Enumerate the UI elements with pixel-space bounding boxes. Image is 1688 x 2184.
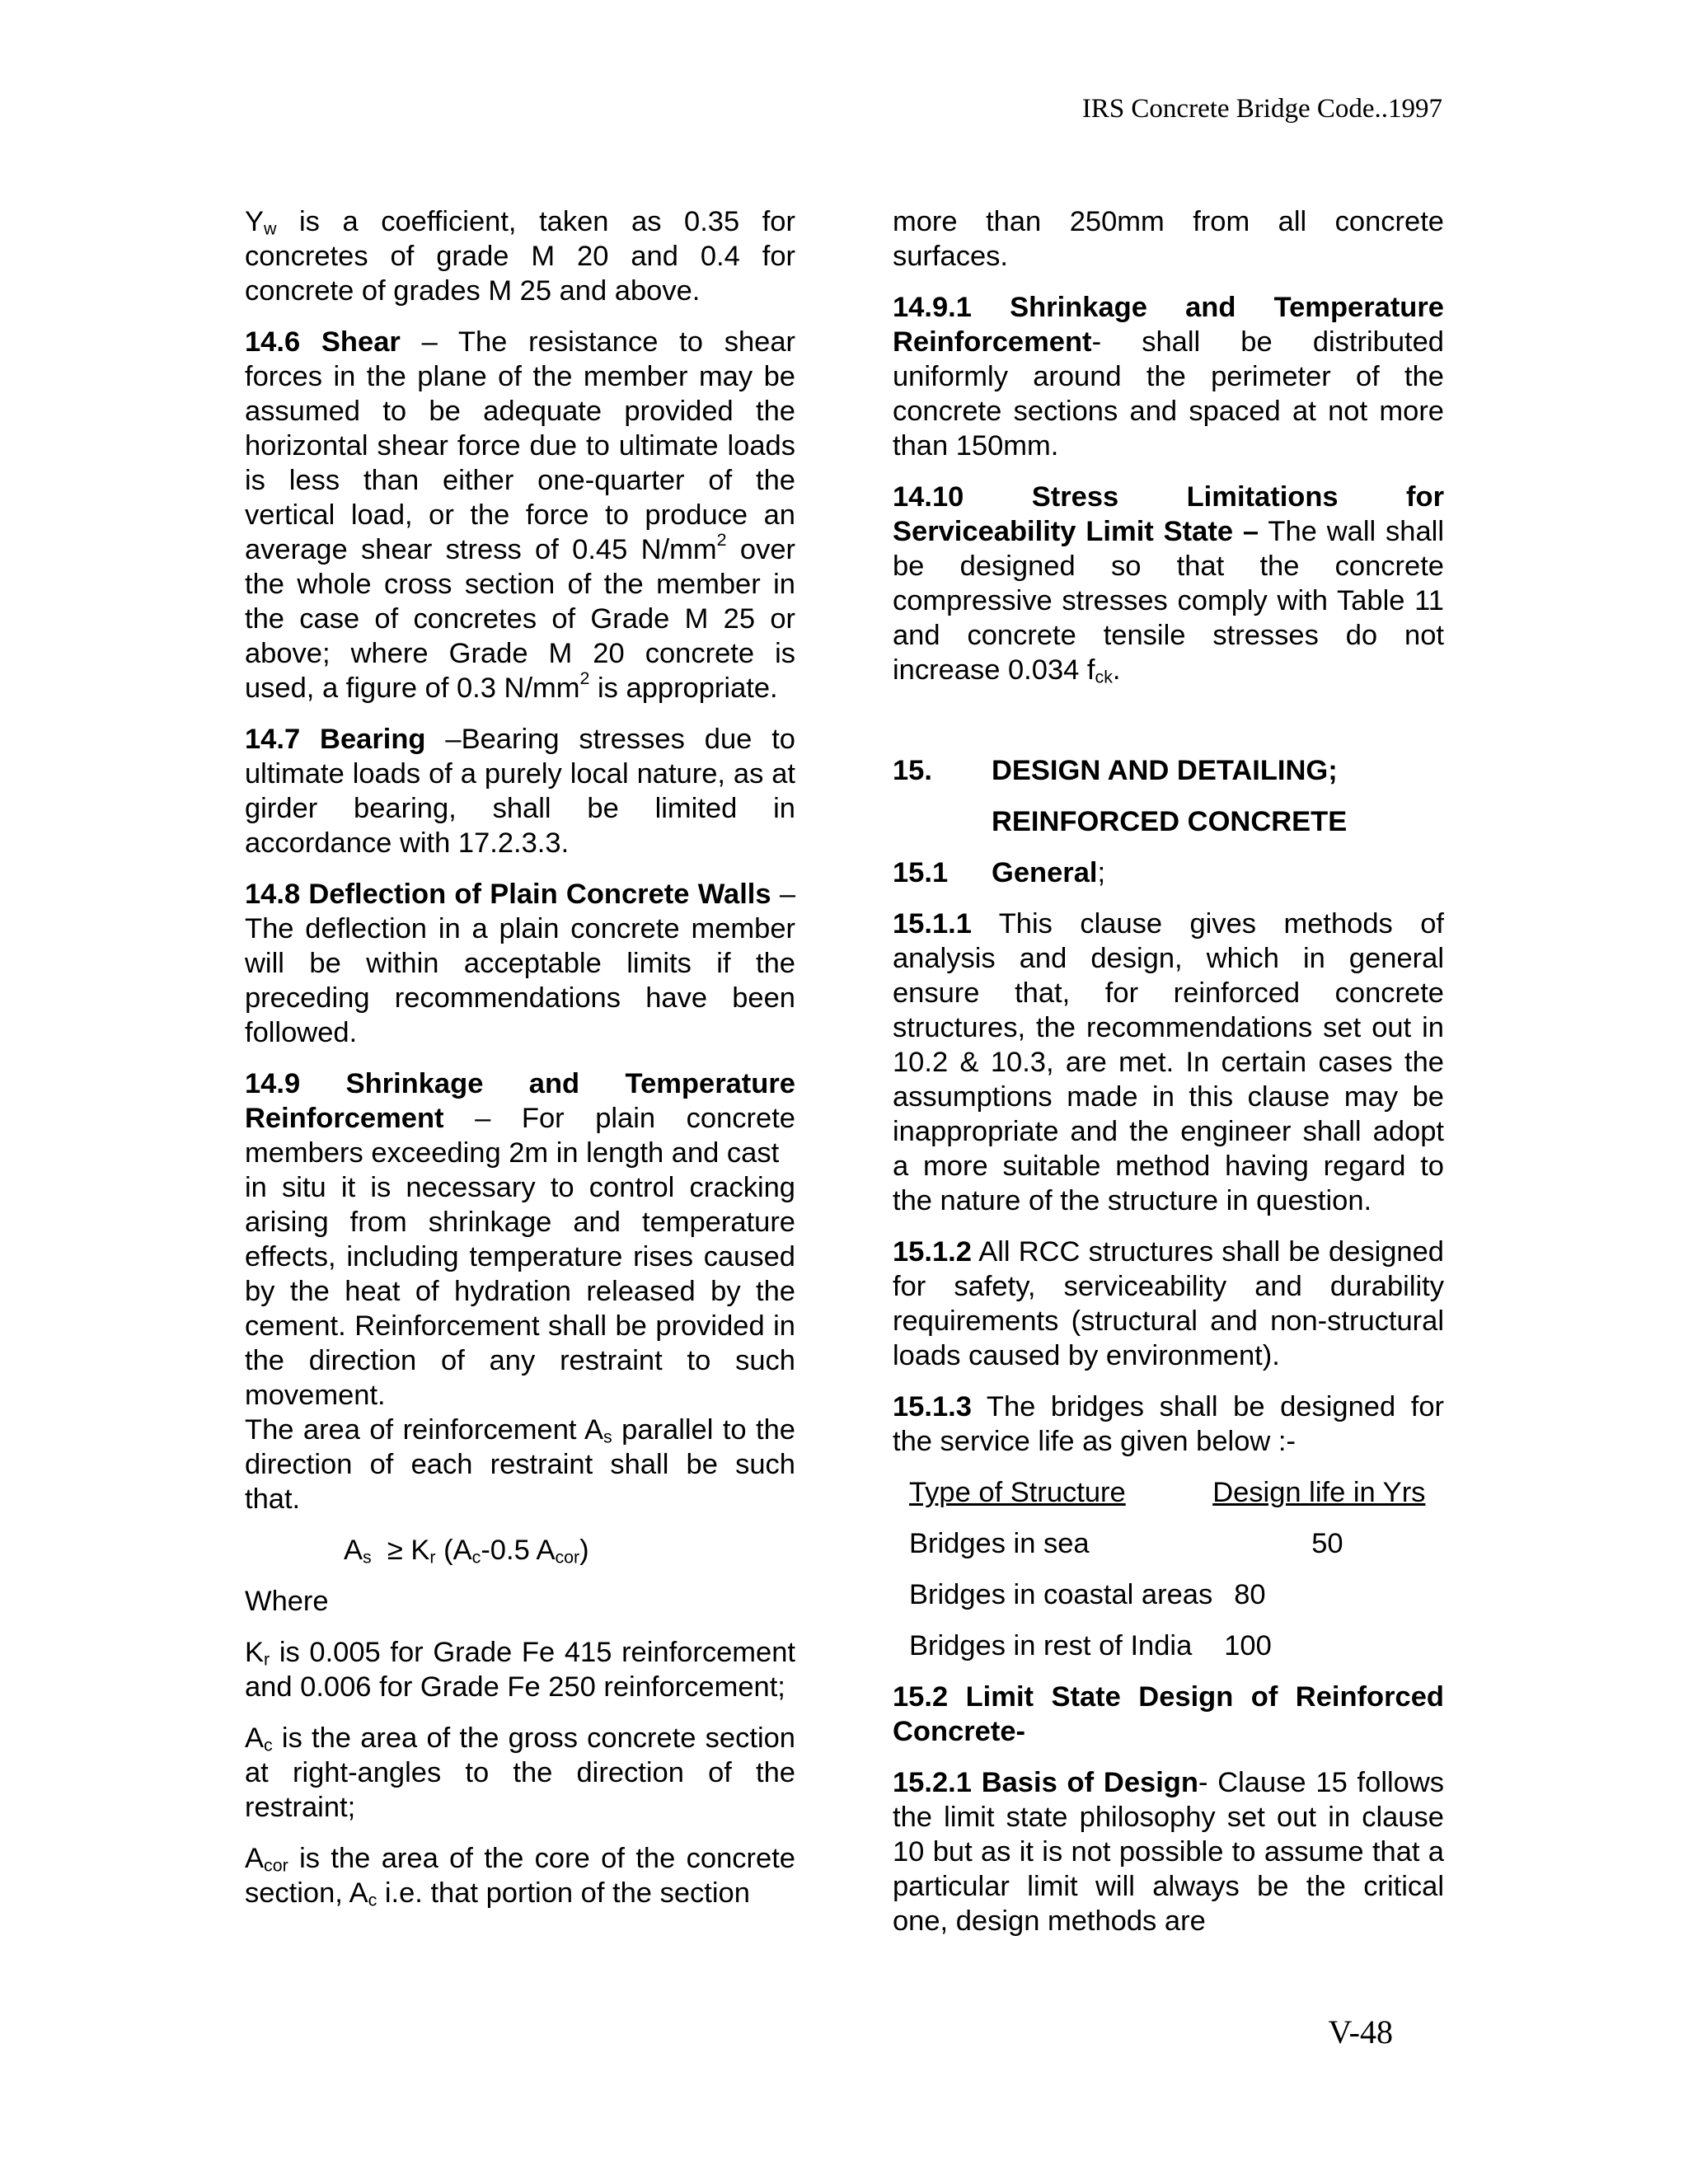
section-heading: 14.9 Shrinkage and Temperature Reinforcement xyxy=(245,1068,795,1134)
table-header-life: Design life in Yrs xyxy=(1212,1477,1426,1508)
section-14-9-1: 14.9.1 Shrinkage and Temperature Reinforcement- shall be distributed uniformly around the perimeter of the concrete sections and spaced at not more than 150mm. xyxy=(893,292,1444,462)
table-row xyxy=(909,1629,1425,1680)
table-cell-type: Bridges in coastal areas xyxy=(909,1579,1213,1610)
section-15-1-2: 15.1.2 All RCC structures shall be designed for safety, serviceability and durability requirements (structural and non-structural loads caused by environment). xyxy=(893,1236,1444,1371)
section-heading: 15.1.1 xyxy=(893,908,972,940)
section-heading: 14.6 Shear xyxy=(245,326,401,358)
section-15-2-heading: 15.2 Limit State Design of Reinforced Concrete- xyxy=(893,1681,1444,1747)
right-column xyxy=(893,204,1444,1938)
reinforcement-formula: $A_s \ge K_r$ ($A_c-0.5$ $A_{cor}$) xyxy=(344,1535,589,1568)
section-15-1-1: 15.1.1 This clause gives methods of analysis and design, which in general ensure that, for reinforced concrete structures, the recommendations set out in 10.2 & 10.3, are met. In certain cases the assumptions made in this clause may be inappropriate and the engineer shall adopt a more suitable method having regard to the nature of the structure in question. xyxy=(893,908,1444,1216)
running-header: IRS Concrete Bridge Code..1997 xyxy=(1081,94,1442,124)
section-15-1-heading: 15.1 General ; xyxy=(893,857,1106,888)
section-15-2-1: 15.2.1 Basis of Design- Clause 15 follows the limit state philosophy set out in clause 10 but as it is not possible to assume that a particular limit will always be the critical one, design methods are xyxy=(893,1767,1445,1937)
section-15-1-3: 15.1.3 The bridges shall be designed for the service life as given below :- xyxy=(893,1391,1444,1457)
section-14-9-para3: The area of reinforcement $A_s$ parallel to the direction of each restraint shall be such that. xyxy=(245,1414,795,1515)
section-heading: 14.10 Stress Limitations for Serviceability Limit State – xyxy=(893,481,1444,547)
table-cell-life: 50 xyxy=(1311,1528,1343,1559)
section-15-heading-line2: REINFORCED CONCRETE xyxy=(992,806,1348,837)
page-number: V-48 xyxy=(1328,2013,1393,2050)
ac-definition: $A_c$ is the area of the gross concrete section at right-angles to the direction of the restraint; xyxy=(245,1722,795,1823)
section-14-9: 14.9 Shrinkage and Temperature Reinforcement – For plain concrete members exceeding 2m in length and cast xyxy=(245,1068,795,1169)
section-heading: 15.1.2 xyxy=(893,1236,972,1268)
table-row xyxy=(909,1526,1425,1577)
design-life-table xyxy=(909,1475,1425,1680)
section-heading: 15.2.1 Basis of Design xyxy=(893,1767,1198,1798)
section-heading: 14.9.1 Shrinkage and Temperature Reinforcement xyxy=(893,292,1444,358)
section-15-heading: 15. DESIGN AND DETAILING; xyxy=(893,755,1338,786)
continued-text: more than 250mm from all concrete surfaces. xyxy=(893,206,1444,272)
section-14-9-para2: in situ it is necessary to control cracking arising from shrinkage and temperature effects, including temperature rises caused by the heat of hydration released by the cement. Reinforcement shall be provided in the direction of any restraint to such movement. xyxy=(245,1172,795,1411)
table-cell-type: Bridges in rest of India xyxy=(909,1630,1193,1661)
section-14-7: 14.7 Bearing –Bearing stresses due to ultimate loads of a purely local nature, as at girder bearing, shall be limited in accordance with 17.2.3.3. xyxy=(245,724,795,859)
table-row xyxy=(909,1577,1425,1629)
yw-definition: $Y_w$ is a coefficient, taken as 0.35 for concretes of grade M 20 and 0.4 for concrete of grades M 25 and above. xyxy=(245,206,795,307)
kr-definition: $K_r$ is 0.005 for Grade Fe 415 reinforcement and 0.006 for Grade Fe 250 reinforcement; xyxy=(245,1637,795,1703)
section-heading: 15.1.3 xyxy=(893,1391,972,1422)
table-header-type: Type of Structure xyxy=(909,1477,1126,1508)
table-cell-life: 80 xyxy=(1234,1579,1266,1610)
section-heading: 14.8 Deflection of Plain Concrete Walls xyxy=(245,879,771,910)
where-label: Where xyxy=(245,1586,329,1617)
section-14-10: 14.10 Stress Limitations for Serviceability Limit State – The wall shall be designed so that the concrete compressive stresses comply with Table 11 and concrete tensile stresses do not increase 0.034 $f_{ck}$. xyxy=(893,481,1444,687)
left-column xyxy=(245,204,795,1910)
table-cell-life: 100 xyxy=(1224,1630,1272,1661)
section-14-8: 14.8 Deflection of Plain Concrete Walls – The deflection in a plain concrete member will be within acceptable limits if the preceding recommendations have been followed. xyxy=(245,879,796,1048)
table-cell-type: Bridges in sea xyxy=(909,1528,1090,1559)
section-14-6: 14.6 Shear – The resistance to shear forces in the plane of the member may be assumed to be adequate provided the horizontal shear force due to ultimate loads is less than either one-quarter of the vertical load, or the force to produce an average shear stress of 0.45 $N/mm^2$ over the whole cross section of the member in the case of concretes of Grade M 25 or above; where Grade M 20 concrete is used, a figure of 0.3 $N/mm^2$ is appropriate. xyxy=(245,326,795,704)
acor-definition: $A_{cor}$ is the area of the core of the concrete section, $A_c$ i.e. that portion of the section xyxy=(245,1843,795,1910)
section-heading: 14.7 Bearing xyxy=(245,724,426,755)
